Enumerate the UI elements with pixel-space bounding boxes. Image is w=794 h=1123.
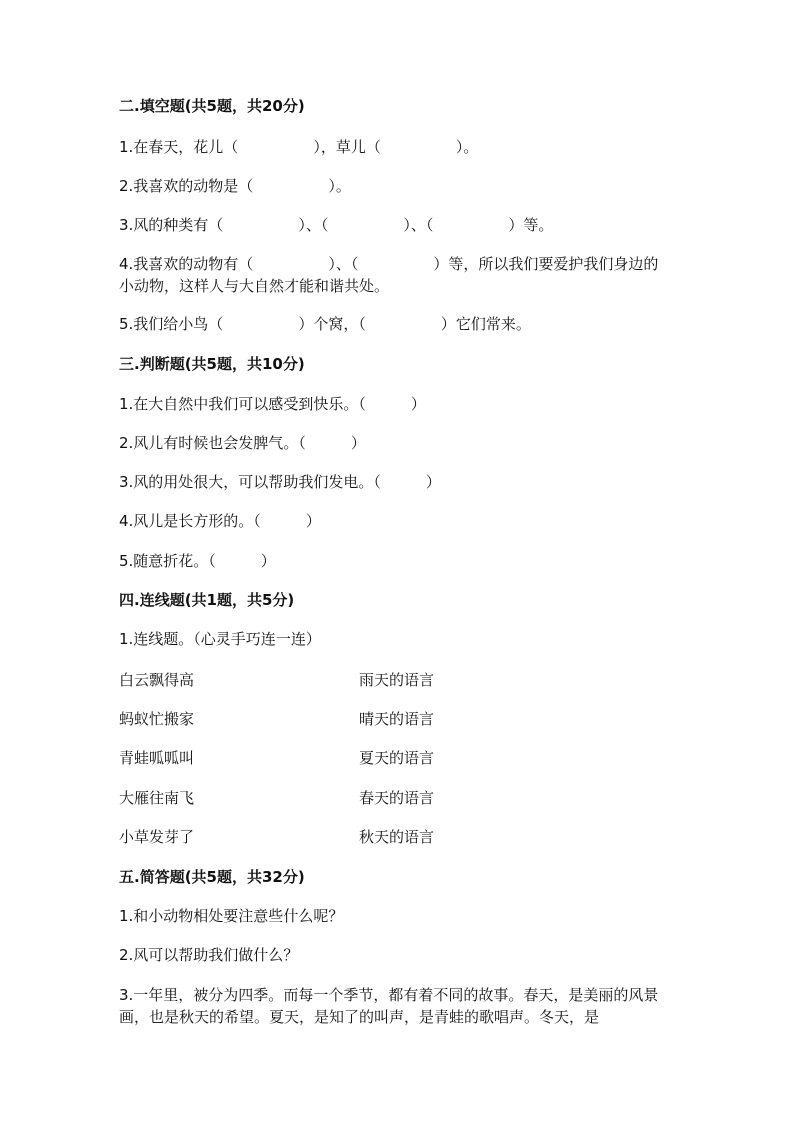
question-text: 2.我喜欢的动物是（ ）。 (119, 177, 351, 195)
match-left-item: 青蛙呱呱叫 (119, 749, 195, 767)
question-text: 1.在大自然中我们可以感受到快乐。（ ） (119, 395, 426, 413)
question-text: 3.风的用处很大，可以帮助我们发电。（ ） (119, 473, 441, 491)
match-left-item: 大雁往南飞 (119, 789, 195, 807)
question-text: 5.随意折花。（ ） (119, 552, 276, 570)
match-right-item: 雨天的语言 (359, 671, 435, 689)
question-text: 1.连线题。（心灵手巧连一连） (119, 630, 321, 648)
question-text: 4.风儿是长方形的。（ ） (119, 512, 321, 530)
match-right-item: 夏天的语言 (359, 749, 435, 767)
question-text: 2.风可以帮助我们做什么？ (119, 946, 299, 964)
section-heading-fill-blank: 二.填空题(共5题，共20分) (119, 97, 305, 115)
question-text: 1.在春天，花儿（ ），草儿（ ）。 (119, 138, 479, 156)
question-text: 2.风儿有时候也会发脾气。（ ） (119, 434, 366, 452)
question-text: 1.和小动物相处要注意些什么呢？ (119, 907, 344, 925)
question-text: 3.风的种类有（ ）、（ ）、（ ）等。 (119, 216, 554, 234)
match-left-item: 白云飘得高 (119, 671, 195, 689)
match-left-item: 蚂蚁忙搬家 (119, 710, 195, 728)
section-heading-true-false: 三.判断题(共5题，共10分) (119, 355, 305, 373)
match-right-item: 秋天的语言 (359, 828, 435, 846)
question-text: 5.我们给小鸟（ ）个窝，（ ）它们常来。 (119, 315, 531, 333)
question-text: 4.我喜欢的动物有（ ）、（ ）等，所以我们要爱护我们身边的小动物，这样人与大自然才能和谐共处。 (119, 255, 659, 295)
match-left-item: 小草发芽了 (119, 828, 195, 846)
match-right-item: 晴天的语言 (359, 710, 435, 728)
question-text: 3.一年里，被分为四季。而每一个季节，都有着不同的故事。春天，是美丽的风景画，也是秋天的希望。夏天，是知了的叫声，是青蛙的歌唱声。冬天，是 (119, 986, 659, 1026)
section-heading-matching: 四.连线题(共1题，共5分) (119, 591, 295, 609)
section-heading-short-answer: 五.简答题(共5题，共32分) (119, 868, 305, 886)
match-right-item: 春天的语言 (359, 789, 435, 807)
